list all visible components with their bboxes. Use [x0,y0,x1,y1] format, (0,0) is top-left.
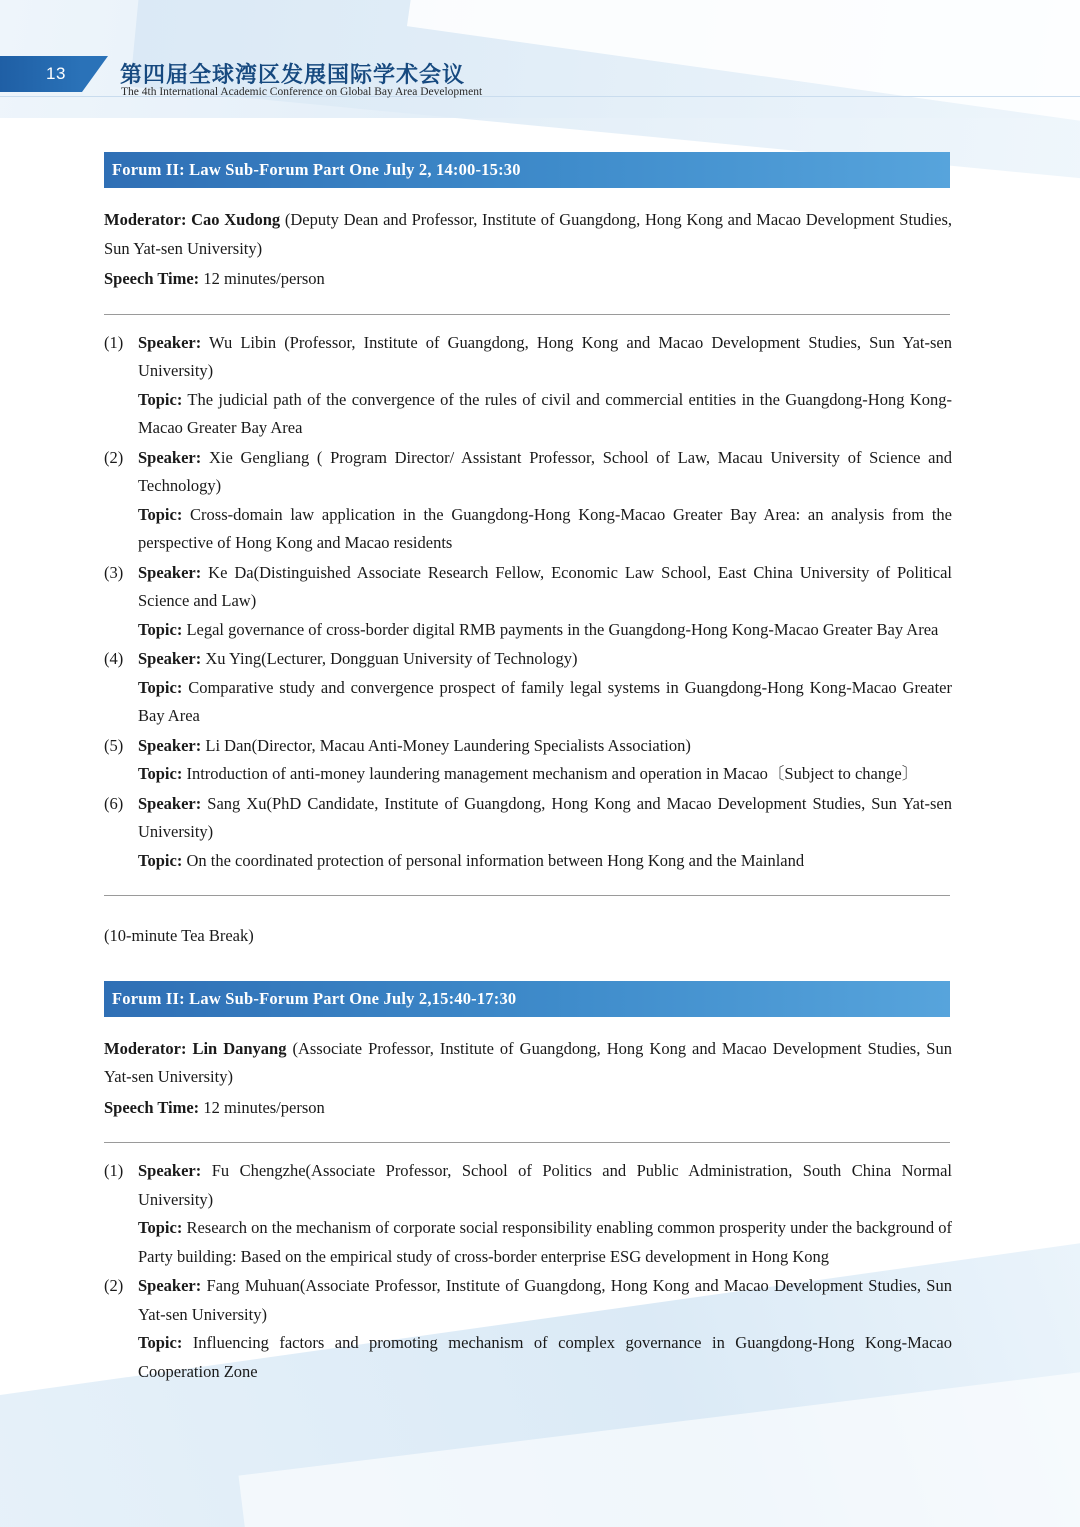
moderator-line-1 [104,206,952,263]
forum-section-1 [104,152,952,896]
entry-topic-line [138,501,952,558]
entry-speaker-line [138,329,952,386]
speaker-label: Speaker: [138,332,202,352]
entry-number: (3) [104,562,124,582]
entry-topic-line [138,616,952,645]
entry-speaker-line [138,790,952,847]
divider-bottom-1 [104,895,950,896]
section-banner-title-1: Forum II: Law Sub-Forum Part One July 2, 14:00-15:30 [112,160,521,179]
entry-body [138,790,952,876]
topic-label: Topic: [138,619,183,639]
speaker-entry [104,790,952,876]
speaker-text: Li Dan(Director, Macau Anti-Money Laundering Specialists Association) [201,735,691,755]
speech-time-line-2 [104,1094,952,1123]
speaker-label: Speaker: [138,1276,202,1295]
speaker-text: Xu Ying(Lecturer, Dongguan University of Technology) [201,649,578,668]
topic-text: Legal governance of cross-border digital RMB payments in the Guangdong-Hong Kong-Macao Greater Bay Area [182,619,939,639]
entry-speaker-line [138,732,952,761]
entry-speaker-line [138,1272,952,1329]
tea-break-note: (10-minute Tea Break) [104,926,254,945]
entry-body [138,1157,952,1271]
speaker-entry [104,1157,952,1271]
entry-topic-line [138,847,952,876]
entry-topic-line [138,1214,952,1271]
entry-topic-line [138,1329,952,1386]
topic-label: Topic: [138,504,183,524]
topic-text: The judicial path of the convergence of the rules of civil and commercial entities in the Guangdong-Hong Kong-Macao Greater Bay Area [138,389,952,437]
divider-top-1 [104,314,950,315]
speaker-text: Fang Muhuan(Associate Professor, Institute of Guangdong, Hong Kong and Macao Development Studies, Sun Yat-sen University) [138,1276,952,1324]
section-banner-title-2: Forum II: Law Sub-Forum Part One July 2,15:40-17:30 [112,988,517,1008]
speaker-entry [104,732,952,789]
speaker-text: Sang Xu(PhD Candidate, Institute of Guangdong, Hong Kong and Macao Development Studies, Sun Yat-sen University) [138,793,952,841]
entry-number: (2) [104,1276,124,1295]
speech-time-label-2: Speech Time: [104,1097,200,1117]
speaker-entry [104,329,952,443]
speaker-entry [104,645,952,731]
entry-number: (1) [104,1161,124,1180]
page-number-arrow-icon [82,56,108,92]
section-banner-1 [104,152,950,188]
entry-number: (6) [104,793,124,813]
speaker-label: Speaker: [138,793,202,813]
entry-body [138,732,952,789]
topic-text: Research on the mechanism of corporate social responsibility enabling common prosperity under the background of Party building: Based on the empirical study of cross-border enterprise ESG development in Hong Kong [138,1218,952,1266]
speaker-label: Speaker: [138,447,202,467]
moderator-detail-2: (Associate Professor, Institute of Guangdong, Hong Kong and Macao Development Studies, Sun Yat-sen University) [104,1038,952,1086]
entry-topic-line [138,760,952,789]
entry-body [138,559,952,645]
speaker-text: Ke Da(Distinguished Associate Research Fellow, Economic Law School, East China University of Political Science and Law) [138,562,952,610]
entry-body [138,645,952,731]
topic-label: Topic: [138,389,183,409]
topic-label: Topic: [138,850,183,870]
speech-time-value-1: 12 minutes/person [199,269,325,288]
moderator-label-1: Moderator: Cao Xudong [104,210,281,229]
entry-speaker-line [138,1157,952,1214]
speaker-label: Speaker: [138,1161,202,1180]
conference-title-chinese: 第四届全球湾区发展国际学术会议 [120,62,466,87]
entry-speaker-line [138,645,952,674]
entry-speaker-line [138,444,952,501]
moderator-label-2: Moderator: Lin Danyang [104,1038,287,1058]
topic-text: On the coordinated protection of personal information between Hong Kong and the Mainland [182,850,805,870]
moderator-line-2 [104,1035,952,1092]
entry-speaker-line [138,559,952,616]
divider-top-2 [104,1142,950,1143]
page-number-tab [0,56,82,92]
conference-title-english: The 4th International Academic Conference on Global Bay Area Development [121,86,483,98]
speech-time-line-1 [104,265,952,294]
entry-body [138,329,952,443]
speaker-text: Wu Libin (Professor, Institute of Guangdong, Hong Kong and Macao Development Studies, Sun Yat-sen University) [138,332,952,380]
topic-text: Influencing factors and promoting mechanism of complex governance in Guangdong-Hong Kong-Macao Cooperation Zone [138,1333,952,1381]
forum-section-2 [104,981,952,1387]
topic-label: Topic: [138,677,183,697]
entry-topic-line [138,386,952,443]
topic-text: Comparative study and convergence prospect of family legal systems in Guangdong-Hong Kong-Macao Greater Bay Area [138,677,952,725]
document-body [104,152,952,1387]
topic-label: Topic: [138,764,183,783]
speaker-label: Speaker: [138,735,202,755]
entry-topic-line [138,674,952,731]
entry-number: (4) [104,649,124,668]
speaker-label: Speaker: [138,562,202,582]
speaker-entry [104,1272,952,1386]
entry-body [138,444,952,558]
entry-body [138,1272,952,1386]
speech-time-label-1: Speech Time: [104,269,200,288]
entry-number: (5) [104,735,124,755]
page-number: 13 [46,64,66,83]
speaker-entry [104,559,952,645]
topic-text: Introduction of anti-money laundering management mechanism and operation in Macao〔Subject to change〕 [182,764,919,783]
topic-label: Topic: [138,1218,183,1237]
speaker-entry [104,444,952,558]
speaker-label: Speaker: [138,649,202,668]
page-header [0,0,1080,118]
speaker-text: Fu Chengzhe(Associate Professor, School of Politics and Public Administration, South China Normal University) [138,1161,952,1209]
entry-number: (1) [104,332,124,352]
speech-time-value-2: 12 minutes/person [199,1097,325,1117]
moderator-detail-1: (Deputy Dean and Professor, Institute of Guangdong, Hong Kong and Macao Development Studies, Sun Yat-sen University) [104,210,952,258]
topic-label: Topic: [138,1333,183,1352]
topic-text: Cross-domain law application in the Guangdong-Hong Kong-Macao Greater Bay Area: an analysis from the perspective of Hong Kong and Macao residents [138,504,952,552]
entry-number: (2) [104,447,124,467]
section-banner-2 [104,981,950,1017]
speaker-text: Xie Gengliang ( Program Director/ Assistant Professor, School of Law, Macau University of Science and Technology) [138,447,952,495]
